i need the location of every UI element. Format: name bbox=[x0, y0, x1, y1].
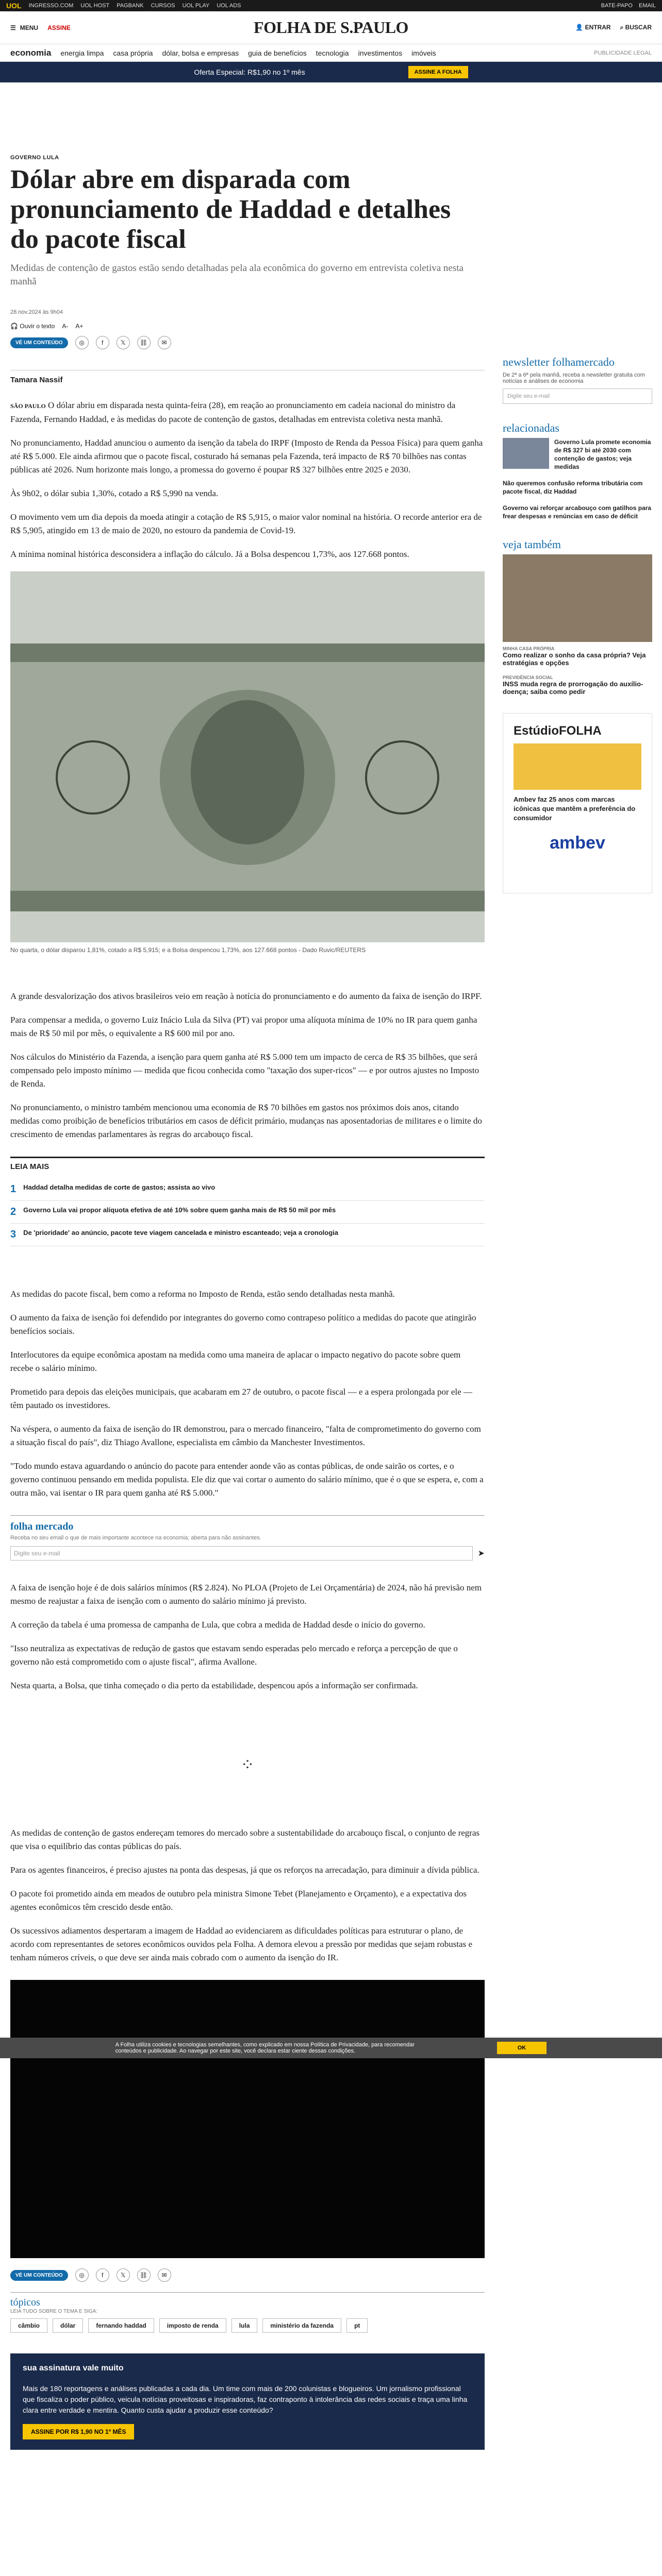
gift-button[interactable]: VÉ UM CONTEÚDO bbox=[10, 337, 68, 348]
paragraph: Na véspera, o aumento da faixa de isenção do IR demonstrou, para o mercado financeiro, "falta de comprometimento do governo com a situação fiscal do país", diz Thiago Avallone, especialista em câmbio da Manchester Investimentos. bbox=[10, 1424, 481, 1447]
sidebar-newsletter bbox=[503, 355, 652, 404]
paragraph-text: O dólar abriu em disparada nesta quinta-feira (28), em reação ao pronunciamento em cadeia nacional do ministro da Fazenda, Fernando Haddad, e às medidas do pacote de contenção de gastos, detalhadas em entrevista coletiva nesta manhã. bbox=[10, 400, 456, 424]
item-text: De 'prioridade' ao anúncio, pacote teve viagem cancelada e ministro escanteado; veja a cronologia bbox=[23, 1229, 339, 1236]
font-increase[interactable]: A+ bbox=[75, 323, 84, 330]
paragraph: A correção da tabela é uma promessa de campanha de Lula, que cobra a medida de Haddad desde o início do governo. bbox=[10, 1620, 425, 1630]
sidebar-email-input[interactable]: Digite seu e-mail bbox=[503, 388, 652, 404]
menu-button[interactable] bbox=[10, 24, 38, 31]
paragraph: As medidas de contenção de gastos endereçam temores do mercado sobre a sustentabilidade do arcabouço fiscal, o conjunto de regras que visa o equilíbrio das contas públicas do país. bbox=[10, 1828, 480, 1851]
paragraph: Para compensar a medida, o governo Luiz Inácio Lula da Silva (PT) vai propor uma alíquota mínima de 10% no IR para quem ganha mais de R$ 50 mil por mês, o equivalente a R$ 600 mil por ano. bbox=[10, 1015, 477, 1038]
ad-image bbox=[514, 743, 641, 790]
related-item[interactable] bbox=[503, 504, 652, 520]
paragraph: A mínima nominal histórica desconsidera a inflação do cálculo. Já a Bolsa despencou 1,73%, aos 127.668 pontos. bbox=[10, 549, 409, 559]
photo-caption: No quarta, o dólar disparou 1,81%, cotado a R$ 5,915; e a Bolsa despencou 1,73%, aos 127.668 pontos - Dado Ruvic/REUTERS bbox=[10, 946, 366, 954]
topic-tag[interactable]: câmbio bbox=[10, 2318, 47, 2333]
item-number: 3 bbox=[10, 1229, 16, 1240]
related-thumb bbox=[503, 438, 549, 469]
menu-label: MENU bbox=[20, 24, 39, 31]
paragraph: A faixa de isenção hoje é de dois salários mínimos (R$ 2.824). No PLOA (Projeto de Lei Orçamentária) de 2024, não há previsão nem mesmo de reajustar a faixa de isenção com o aumento do salário mínimo já previsto. bbox=[10, 1583, 482, 1606]
assine-button[interactable]: ASSINE A FOLHA bbox=[408, 66, 468, 78]
nav-item[interactable]: casa própria bbox=[113, 48, 153, 57]
related-text: Governo Lula promete economia de R$ 327 bi até 2030 com contenção de gastos; veja medidas bbox=[554, 438, 651, 470]
leia-mais-item[interactable] bbox=[10, 1201, 485, 1224]
email-link[interactable]: EMAIL bbox=[638, 3, 656, 9]
subscribe-button[interactable]: ASSINE POR R$ 1,90 NO 1º MÊS bbox=[23, 2424, 134, 2439]
sidebar bbox=[503, 355, 652, 909]
chat-link[interactable]: BATE-PAPO bbox=[601, 3, 633, 9]
topic-tag[interactable]: imposto de renda bbox=[159, 2318, 226, 2333]
topics-title: tópicos bbox=[10, 2297, 40, 2308]
listen-button[interactable] bbox=[10, 323, 55, 330]
prev-kicker: PREVIDÊNCIA SOCIAL bbox=[503, 675, 553, 680]
topics bbox=[10, 2292, 485, 2333]
topic-tag[interactable]: lula bbox=[231, 2318, 258, 2333]
comment-icon[interactable]: ✉ bbox=[158, 2268, 171, 2282]
section-title[interactable]: economia bbox=[10, 47, 52, 58]
uol-logo[interactable]: UOL bbox=[6, 2, 22, 10]
cookie-ok-button[interactable]: OK bbox=[497, 2042, 547, 2054]
ad-logo: ambev bbox=[550, 833, 605, 853]
share-bar bbox=[10, 336, 485, 349]
topic-tag[interactable]: ministério da fazenda bbox=[262, 2318, 341, 2333]
brand-logo[interactable]: FOLHA DE S.PAULO bbox=[254, 18, 408, 37]
article-kicker[interactable]: GOVERNO LULA bbox=[10, 155, 59, 161]
loading-spinner-icon: ⁘ bbox=[240, 1755, 255, 1774]
leia-mais-item[interactable] bbox=[10, 1178, 485, 1201]
leia-mais-title: LEIA MAIS bbox=[10, 1162, 49, 1171]
user-icon: 👤 bbox=[575, 24, 585, 31]
topic-tag[interactable]: pt bbox=[346, 2318, 368, 2333]
paragraph: O movimento vem um dia depois da moeda atingir a cotação de R$ 5,915, o maior valor nominal na história. O recorde anterior era de R$ 5,905, atingido em 13 de maio de 2020, no estouro da pandemia de Covid-19. bbox=[10, 512, 482, 535]
topics-label: LEIA TUDO SOBRE O TEMA E SIGA: bbox=[10, 2309, 98, 2314]
assine-link[interactable]: ASSINE bbox=[47, 24, 71, 31]
nav-item[interactable]: imóveis bbox=[411, 48, 436, 57]
top-link[interactable]: UOL HOST bbox=[80, 3, 110, 9]
article-toolbar bbox=[10, 323, 485, 330]
search-label: BUSCAR bbox=[625, 24, 652, 31]
ad-banner[interactable] bbox=[503, 713, 652, 893]
link-icon[interactable]: ⛓ bbox=[137, 2268, 151, 2282]
x-icon[interactable]: 𝕏 bbox=[117, 336, 130, 349]
paragraph: Às 9h02, o dólar subia 1,30%, cotado a R$ 5,990 na venda. bbox=[10, 488, 219, 498]
headphones-icon: 🎧 bbox=[10, 323, 20, 330]
item-text: Governo Lula vai propor alíquota efetiva de até 10% sobre quem ganha mais de R$ 50 mil por mês bbox=[23, 1206, 336, 1214]
paragraph: Nos cálculos do Ministério da Fazenda, a isenção para quem ganha até R$ 5.000 tem um impacto de cerca de R$ 35 bilhões, que será compensado pelo imposto mínimo — medida que ficou conhecida como "taxação dos super-ricos" — e por outros ajustes no Imposto de Renda. bbox=[10, 1052, 479, 1089]
related-item[interactable] bbox=[503, 479, 652, 496]
paragraph: No pronunciamento, o ministro também mencionou uma economia de R$ 70 bilhões em gastos nos próximos dois anos, citando medidas como proibição de benefícios tributários em casos de déficit primário, mudanças nas aposentadorias de militares e o limite do crescimento de emendas parlamentares às regras do arcabouço fiscal. bbox=[10, 1103, 482, 1139]
inline-newsletter bbox=[10, 1515, 485, 1561]
gift-button[interactable]: VÉ UM CONTEÚDO bbox=[10, 2270, 68, 2281]
topic-tag[interactable]: dólar bbox=[53, 2318, 83, 2333]
whatsapp-icon[interactable]: ◎ bbox=[75, 336, 89, 349]
subs-text: Mais de 180 reportagens e análises publicadas a cada dia. Um time com mais de 200 colunistas e blogueiros. Um jornalismo profissional que fiscaliza o poder público, veicula notícias proveitosas e inspiradoras, faz contraponto à intolerância das redes sociais e traça uma linha clara entre verdade e mentira. Quanto custa ajudar a produzir esse conteúdo? bbox=[23, 2384, 468, 2414]
facebook-icon[interactable]: f bbox=[96, 336, 109, 349]
article bbox=[10, 155, 485, 2450]
item-number: 2 bbox=[10, 1206, 16, 1217]
leia-mais-item[interactable] bbox=[10, 1224, 485, 1246]
search-icon: ⌕ bbox=[620, 24, 625, 31]
nav-item[interactable]: dólar, bolsa e empresas bbox=[162, 48, 239, 57]
nav-item[interactable]: energia limpa bbox=[60, 48, 104, 57]
related-title: relacionadas bbox=[503, 421, 559, 434]
related-text: Não queremos confusão reforma tributária com pacote fiscal, diz Haddad bbox=[503, 480, 643, 495]
top-link[interactable]: PAGBANK bbox=[117, 3, 144, 9]
section-nav bbox=[0, 44, 662, 62]
send-icon[interactable]: ➤ bbox=[477, 1549, 485, 1558]
search-button[interactable] bbox=[620, 24, 652, 31]
paragraph: Prometido para depois das eleições municipais, que acabaram em 27 de outubro, o pacote fiscal — e a espera prolongada por ele — têm pautado os investidores. bbox=[10, 1387, 472, 1410]
paragraph: A grande desvalorização dos ativos brasileiros veio em reação à notícia do pronunciamento e do aumento da faixa de isenção do IRPF. bbox=[10, 991, 482, 1001]
dollar-bill-image bbox=[10, 571, 485, 942]
article-date: 28.nov.2024 às 9h04 bbox=[10, 309, 63, 315]
veja-tambem-box bbox=[503, 538, 652, 696]
comment-icon[interactable]: ✉ bbox=[158, 336, 171, 349]
paragraph: Para os agentes financeiros, é preciso ajustes na ponta das despesas, já que os reforços na arrecadação, para diminuir a dívida pública. bbox=[10, 1865, 479, 1875]
leia-mais-box bbox=[10, 1157, 485, 1246]
newsletter-desc: Receba no seu email o que de mais importante acontece na economia; aberta para não assinantes. bbox=[10, 1535, 261, 1541]
video-player[interactable] bbox=[10, 1980, 485, 2258]
share-bar-bottom bbox=[10, 2268, 485, 2282]
subs-title: sua assinatura vale muito bbox=[23, 2364, 124, 2372]
related-box bbox=[503, 421, 652, 520]
ad-text: Ambev faz 25 anos com marcas icônicas que mantêm a preferência do consumidor bbox=[514, 795, 636, 822]
subscription-box bbox=[10, 2353, 485, 2450]
related-text: Governo vai reforçar arcabouço com gatilhos para frear despesas e renúncias em caso de déficit bbox=[503, 504, 652, 520]
veja-headline[interactable]: Como realizar o sonho da casa própria? Veja estratégias e opções bbox=[503, 651, 646, 667]
article-photo[interactable] bbox=[10, 571, 485, 942]
login-label: ENTRAR bbox=[585, 24, 611, 31]
cookie-text: A Folha utiliza cookies e tecnologias semelhantes, como explicado em nossa Política de Privacidade, para recomendar conteúdos e publicidade. Ao navegar por este site, você declara estar ciente dessas condições. bbox=[115, 2042, 415, 2054]
item-number: 1 bbox=[10, 1183, 16, 1195]
article-title: Dólar abre em disparada com pronunciamento de Haddad e detalhes do pacote fiscal bbox=[10, 165, 451, 254]
login-button[interactable] bbox=[575, 24, 610, 31]
author-name[interactable]: Tamara Nassif bbox=[10, 370, 485, 384]
nav-item[interactable]: investimentos bbox=[358, 48, 403, 57]
paragraph: Nesta quarta, a Bolsa, que tinha começado o dia perto da estabilidade, despencou após a informação ser confirmada. bbox=[10, 1681, 418, 1690]
paragraph: As medidas do pacote fiscal, bem como a reforma no Imposto de Renda, estão sendo detalhadas nesta manhã. bbox=[10, 1289, 395, 1299]
font-decrease[interactable]: A- bbox=[62, 323, 69, 330]
paragraph: "Todo mundo estava aguardando o anúncio do pacote para entender aonde vão as contas públicas, de onde sairão os cortes, e o governo continuou pensando em medida populista. Ele diz que vai cortar o aumento do salário mínimo, que é o que se espera, e, com a outra mão, vai isentar o IR para quem ganha até R$ 5.000." bbox=[10, 1461, 484, 1498]
publicidade-legal-link[interactable]: PUBLICIDADE LEGAL bbox=[594, 49, 652, 56]
menu-icon: ☰ bbox=[10, 24, 16, 31]
veja-image[interactable] bbox=[503, 554, 652, 642]
sidebar-newsletter-desc: De 2ª a 6ª pela manhã, receba a newsletter gratuita com notícias e análises de economia bbox=[503, 372, 645, 384]
x-icon[interactable]: 𝕏 bbox=[117, 2268, 130, 2282]
promo-banner bbox=[0, 62, 662, 82]
nav-item[interactable]: guia de benefícios bbox=[248, 48, 307, 57]
topic-tag[interactable]: fernando haddad bbox=[88, 2318, 154, 2333]
site-header bbox=[0, 11, 662, 44]
top-link[interactable]: INGRESSO.COM bbox=[28, 3, 74, 9]
veja-kicker: MINHA CASA PRÓPRIA bbox=[503, 646, 555, 651]
whatsapp-icon[interactable]: ◎ bbox=[75, 2268, 89, 2282]
paragraph bbox=[10, 399, 485, 426]
top-link[interactable]: UOL PLAY bbox=[182, 3, 210, 9]
top-link[interactable]: UOL ADS bbox=[217, 3, 241, 9]
item-text: Haddad detalha medidas de corte de gastos; assista ao vivo bbox=[23, 1183, 216, 1191]
top-link[interactable]: CURSOS bbox=[151, 3, 175, 9]
paragraph: No pronunciamento, Haddad anunciou o aumento da isenção da tabela do IRPF (Imposto de Renda da Pessoa Física) para quem ganha até R$ 5.000. Ele ainda afirmou que o pacote fiscal, costurado há semanas pela Fazenda, terá impacto de R$ 70 bilhões nas contas públicas até 2026. Num horizonte mais longo, a promessa do governo é poupar R$ 327 bilhões entre 2025 e 2030. bbox=[10, 438, 483, 474]
newsletter-title: folha mercado bbox=[10, 1521, 74, 1532]
promo-text: Oferta Especial: R$1,90 no 1º mês bbox=[194, 68, 305, 76]
uol-top-bar bbox=[0, 0, 662, 11]
prev-headline[interactable]: INSS muda regra de prorrogação do auxílio-doença; saiba como pedir bbox=[503, 680, 643, 696]
article-subtitle: Medidas de contenção de gastos estão sendo detalhadas pela ala econômica do governo em entrevista coletiva nesta manhã bbox=[10, 263, 464, 287]
related-item[interactable] bbox=[503, 438, 652, 471]
cookie-banner bbox=[0, 2038, 662, 2058]
listen-label: Ouvir o texto bbox=[20, 323, 55, 330]
ad-brand: EstúdioFOLHA bbox=[514, 724, 602, 738]
paragraph: Os sucessivos adiamentos despertaram a imagem de Haddad ao evidenciarem as dificuldades políticas para estruturar o plano, de acordo com representantes de setores econômicos ouvidos pela Folha. A demora elevou a pressão por medidas que sejam robustas e tenham números críveis, o que deve ser ainda mais cobrado com o aumento da isenção do IR. bbox=[10, 1926, 473, 1962]
dateline: SÃO PAULO bbox=[10, 402, 46, 410]
nav-item[interactable]: tecnologia bbox=[316, 48, 349, 57]
veja-title: veja também bbox=[503, 538, 561, 551]
paragraph: "Isso neutraliza as expectativas de redução de gastos que estavam sendo esperadas pelo mercado e reforça a percepção de que o governo não está comprometido com o ajuste fiscal", afirma Avallone. bbox=[10, 1643, 458, 1667]
facebook-icon[interactable]: f bbox=[96, 2268, 109, 2282]
paragraph: Interlocutores da equipe econômica apostam na medida como uma maneira de aplacar o impacto negativo do pacote sobre quem recebe o salário mínimo. bbox=[10, 1350, 461, 1373]
link-icon[interactable]: ⛓ bbox=[137, 336, 151, 349]
paragraph: O pacote foi prometido ainda em meados de outubro pela ministra Simone Tebet (Planejamento e Orçamento), e a expectativa dos agentes econômicos têm crescido desde então. bbox=[10, 1889, 467, 1912]
email-input[interactable]: Digite seu e-mail bbox=[10, 1546, 473, 1561]
paragraph: O aumento da faixa de isenção foi defendido por integrantes do governo como contrapeso político a medidas do pacote que atingirão benefícios sociais. bbox=[10, 1313, 476, 1336]
sidebar-newsletter-title: newsletter folhamercado bbox=[503, 355, 615, 368]
